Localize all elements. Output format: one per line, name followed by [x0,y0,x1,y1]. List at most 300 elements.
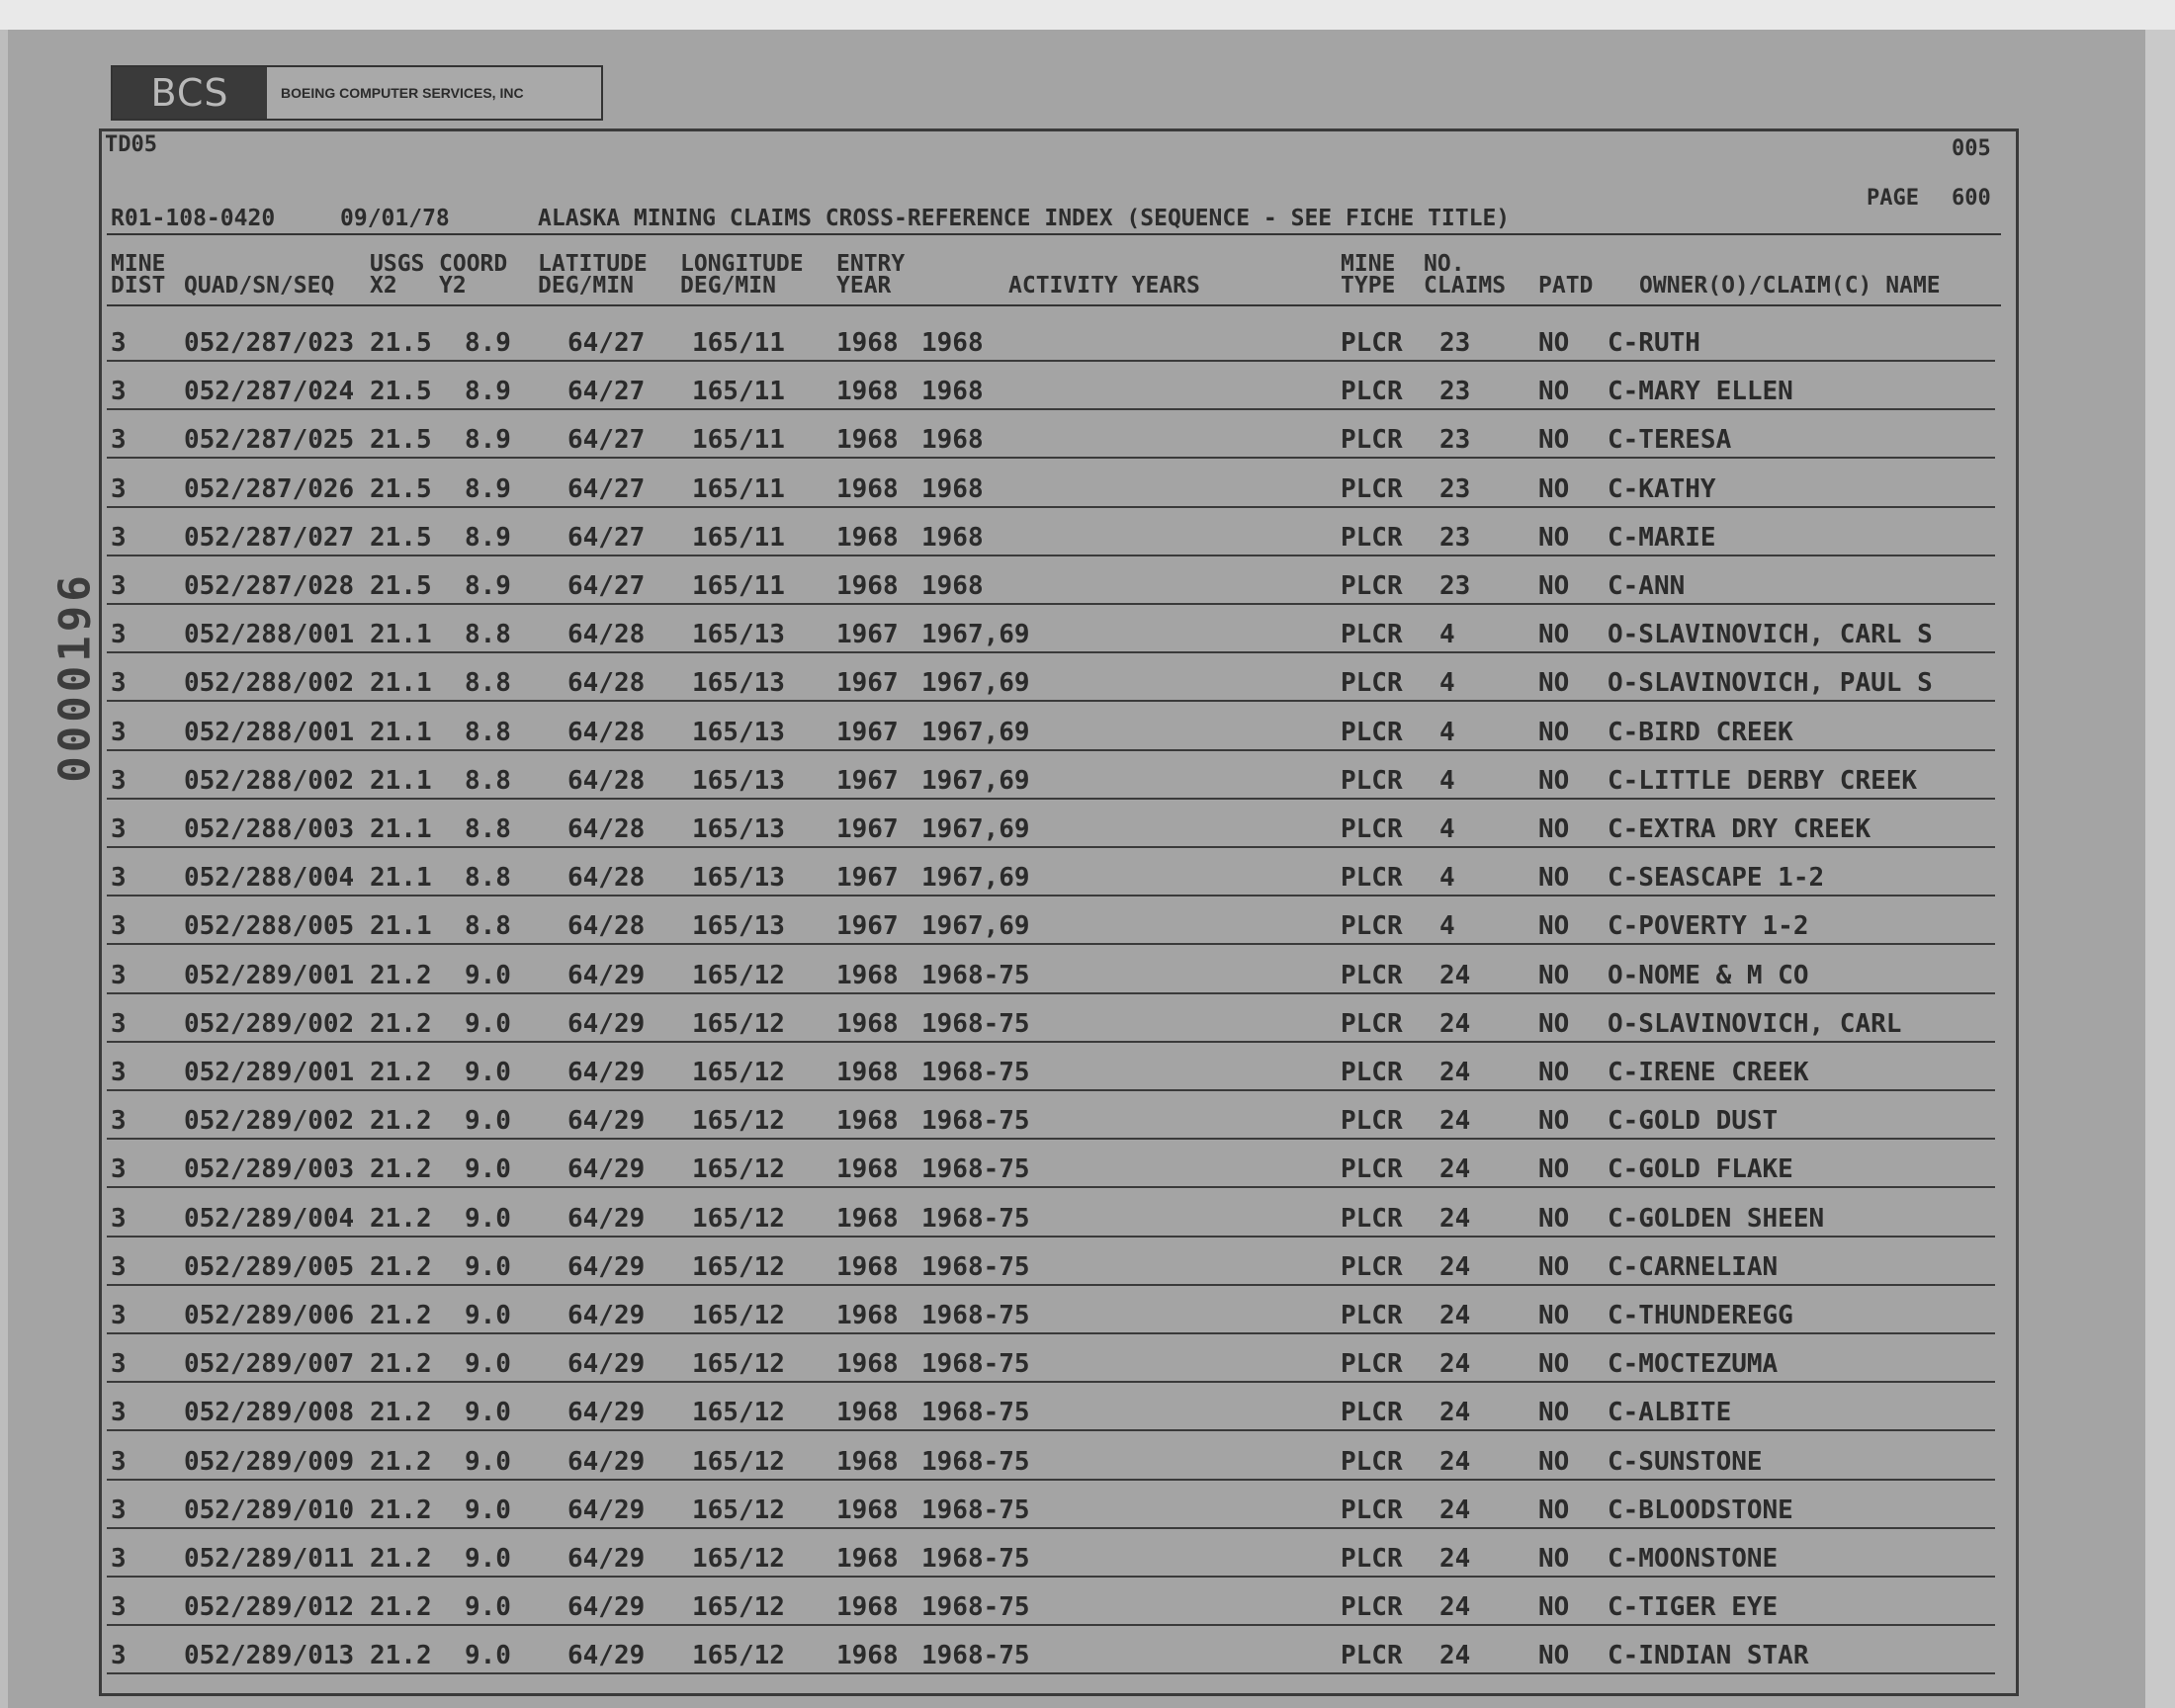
cell-x2: 21.2 [370,1301,432,1330]
cell-name: C-CARNELIAN [1608,1251,1779,1282]
cell-quad: 052/289/005 [184,1251,355,1282]
cell-quad: 052/287/027 [184,522,355,553]
row-rule [107,1672,1995,1674]
cell-patd: NO [1538,1251,1570,1282]
cell-type: PLCR [1341,620,1403,650]
cell-y2: 9.0 [465,1301,511,1330]
cell-type: PLCR [1341,1349,1403,1380]
cell-entry: 1968 [836,960,899,990]
cell-patd: NO [1538,1592,1570,1623]
cell-x2: 21.5 [370,377,432,407]
cell-lon: 165/12 [692,1349,785,1380]
cell-claims: 24 [1439,1301,1471,1330]
cell-lon: 165/13 [692,668,785,699]
row-rule [107,555,1995,556]
row-rule [107,457,1995,459]
cell-y2: 8.9 [465,425,511,456]
cell-entry: 1967 [836,668,899,699]
table-row [0,1291,2175,1338]
cell-activity: 1968-75 [921,1592,1030,1623]
table-row [0,1582,2175,1630]
cell-x2: 21.1 [370,814,432,844]
cell-quad: 052/289/006 [184,1301,355,1330]
cell-lon: 165/12 [692,1592,785,1623]
cell-entry: 1967 [836,911,899,942]
cell-patd: NO [1538,1203,1570,1234]
header-patd-line-1 [1538,253,1593,275]
row-rule [107,1576,1995,1578]
cell-lat: 64/27 [567,473,646,504]
header-quad [184,253,334,297]
cell-lon: 165/13 [692,863,785,894]
cell-patd: NO [1538,863,1570,894]
cell-name: C-IRENE CREEK [1608,1058,1809,1087]
table-row [0,465,2175,512]
cell-lat: 64/27 [567,377,646,407]
cell-quad: 052/289/007 [184,1349,355,1380]
cell-dist: 3 [111,328,127,358]
cell-lon: 165/11 [692,328,785,358]
cell-lon: 165/12 [692,1251,785,1282]
cell-activity: 1968-75 [921,1494,1030,1525]
cell-lon: 165/11 [692,425,785,456]
table-row [0,1388,2175,1435]
cell-patd: NO [1538,765,1570,796]
cell-x2: 21.5 [370,473,432,504]
cell-type: PLCR [1341,571,1403,601]
cell-claims: 24 [1439,1106,1471,1137]
cell-dist: 3 [111,522,127,553]
cell-activity: 1968-75 [921,1008,1030,1039]
header-usgs-line-2: X2 [370,273,397,299]
cell-quad: 052/288/003 [184,814,355,844]
cell-claims: 4 [1439,717,1455,747]
cell-x2: 21.2 [370,1446,432,1477]
cell-y2: 8.9 [465,571,511,601]
cell-type: PLCR [1341,863,1403,894]
cell-name: C-THUNDEREGG [1608,1301,1793,1330]
cell-claims: 4 [1439,814,1455,844]
cell-patd: NO [1538,1301,1570,1330]
cell-lat: 64/29 [567,1398,646,1428]
cell-type: PLCR [1341,960,1403,990]
cell-y2: 8.9 [465,377,511,407]
cell-name: C-KATHY [1608,473,1716,504]
cell-type: PLCR [1341,1494,1403,1525]
cell-y2: 8.8 [465,863,511,894]
cell-x2: 21.5 [370,522,432,553]
cell-type: PLCR [1341,1008,1403,1039]
cell-claims: 23 [1439,377,1471,407]
cell-lat: 64/29 [567,1349,646,1380]
header-lat-line-2: DEG/MIN [538,273,634,299]
row-rule [107,895,1995,897]
cell-activity: 1967,69 [921,668,1030,699]
cell-entry: 1968 [836,1203,899,1234]
cell-quad: 052/289/002 [184,1008,355,1039]
cell-patd: NO [1538,1349,1570,1380]
cell-activity: 1968-75 [921,1446,1030,1477]
row-rule [107,943,1995,945]
cell-claims: 24 [1439,1203,1471,1234]
header-coord-line-2: Y2 [439,273,467,299]
cell-x2: 21.5 [370,328,432,358]
cell-lon: 165/13 [692,911,785,942]
cell-dist: 3 [111,620,127,650]
cell-claims: 4 [1439,620,1455,650]
cell-quad: 052/289/004 [184,1203,355,1234]
cell-patd: NO [1538,1106,1570,1137]
cell-quad: 052/287/028 [184,571,355,601]
cell-quad: 052/288/001 [184,717,355,747]
cell-patd: NO [1538,717,1570,747]
cell-x2: 21.2 [370,1398,432,1428]
cell-patd: NO [1538,328,1570,358]
cell-lat: 64/27 [567,328,646,358]
report-title: ALASKA MINING CLAIMS CROSS-REFERENCE INDEX (SEQUENCE - SEE FICHE TITLE) [538,206,1511,231]
cell-lon: 165/11 [692,377,785,407]
cell-name: C-BIRD CREEK [1608,717,1793,747]
cell-type: PLCR [1341,473,1403,504]
row-rule [107,1381,1995,1383]
cell-dist: 3 [111,814,127,844]
cell-patd: NO [1538,1398,1570,1428]
cell-claims: 24 [1439,1349,1471,1380]
table-row [0,513,2175,560]
corner-label-right: 005 [1952,136,1991,161]
cell-type: PLCR [1341,1154,1403,1185]
side-frame-number-text: 0000196 [49,571,101,783]
cell-lat: 64/29 [567,1494,646,1525]
row-rule [107,1236,1995,1238]
header-claims-line-2: CLAIMS [1424,273,1507,299]
table-row [0,901,2175,949]
cell-quad: 052/288/002 [184,765,355,796]
cell-x2: 21.2 [370,1203,432,1234]
cell-name: C-RUTH [1608,328,1700,358]
company-logo [111,65,603,121]
cell-activity: 1968-75 [921,1154,1030,1185]
cell-entry: 1968 [836,1058,899,1087]
cell-entry: 1967 [836,620,899,650]
cell-activity: 1968 [921,571,984,601]
cell-patd: NO [1538,1008,1570,1039]
cell-name: C-MOONSTONE [1608,1544,1779,1574]
cell-dist: 3 [111,1154,127,1185]
cell-y2: 8.8 [465,765,511,796]
cell-type: PLCR [1341,377,1403,407]
cell-x2: 21.5 [370,425,432,456]
table-row [0,1437,2175,1485]
row-rule [107,798,1995,800]
cell-patd: NO [1538,425,1570,456]
cell-name: C-GOLD FLAKE [1608,1154,1793,1185]
cell-lat: 64/29 [567,1251,646,1282]
cell-claims: 24 [1439,960,1471,990]
cell-quad: 052/289/002 [184,1106,355,1137]
cell-lon: 165/13 [692,717,785,747]
cell-quad: 052/288/002 [184,668,355,699]
row-rule [107,1089,1995,1091]
cell-claims: 24 [1439,1008,1471,1039]
header-entry-line-1: ENTRY [836,251,906,277]
cell-activity: 1968-75 [921,1641,1030,1671]
cell-claims: 24 [1439,1544,1471,1574]
cell-entry: 1967 [836,717,899,747]
header-type-line-2: TYPE [1341,273,1396,299]
cell-type: PLCR [1341,522,1403,553]
cell-claims: 24 [1439,1592,1471,1623]
cell-type: PLCR [1341,1398,1403,1428]
cell-name: C-GOLDEN SHEEN [1608,1203,1825,1234]
cell-y2: 9.0 [465,1544,511,1574]
cell-lon: 165/12 [692,1154,785,1185]
cell-x2: 21.2 [370,960,432,990]
cell-activity: 1968-75 [921,1301,1030,1330]
header-lon [680,253,804,297]
header-lon-line-1: LONGITUDE [680,251,804,277]
table-row [0,1048,2175,1095]
cell-lon: 165/12 [692,1446,785,1477]
cell-y2: 8.9 [465,328,511,358]
cell-x2: 21.1 [370,863,432,894]
cell-entry: 1968 [836,1349,899,1380]
cell-patd: NO [1538,1641,1570,1671]
cell-quad: 052/289/010 [184,1494,355,1525]
cell-quad: 052/289/001 [184,1058,355,1087]
cell-lon: 165/11 [692,522,785,553]
header-activity [1008,253,1200,297]
cell-lat: 64/28 [567,814,646,844]
cell-quad: 052/289/009 [184,1446,355,1477]
cell-x2: 21.2 [370,1349,432,1380]
row-rule [107,651,1995,653]
cell-lat: 64/28 [567,620,646,650]
header-rule [107,304,2001,306]
cell-quad: 052/287/024 [184,377,355,407]
cell-y2: 9.0 [465,1446,511,1477]
corner-label-left: TD05 [105,132,157,157]
cell-lon: 165/13 [692,765,785,796]
cell-patd: NO [1538,377,1570,407]
cell-y2: 8.8 [465,620,511,650]
row-rule [107,1138,1995,1140]
cell-claims: 23 [1439,571,1471,601]
cell-patd: NO [1538,1494,1570,1525]
cell-lat: 64/29 [567,1106,646,1137]
cell-name: C-INDIAN STAR [1608,1641,1809,1671]
cell-entry: 1968 [836,571,899,601]
header-claims-line-1: NO. [1424,251,1465,277]
cell-dist: 3 [111,1494,127,1525]
cell-y2: 9.0 [465,1592,511,1623]
table-row [0,1486,2175,1533]
table-row [0,1242,2175,1290]
cell-dist: 3 [111,1446,127,1477]
header-claims [1424,253,1506,297]
cell-claims: 23 [1439,328,1471,358]
cell-dist: 3 [111,1349,127,1380]
table-row [0,1194,2175,1241]
row-rule [107,1332,1995,1334]
table-row [0,1096,2175,1144]
cell-quad: 052/287/026 [184,473,355,504]
cell-entry: 1968 [836,522,899,553]
cell-activity: 1968-75 [921,960,1030,990]
cell-x2: 21.2 [370,1008,432,1039]
cell-type: PLCR [1341,668,1403,699]
cell-x2: 21.1 [370,717,432,747]
cell-quad: 052/288/005 [184,911,355,942]
cell-y2: 9.0 [465,1106,511,1137]
row-rule [107,408,1995,410]
cell-type: PLCR [1341,1446,1403,1477]
header-name-line-1 [1639,253,1941,275]
cell-activity: 1967,69 [921,911,1030,942]
cell-lat: 64/29 [567,1058,646,1087]
table-row [0,1534,2175,1581]
cell-activity: 1968 [921,425,984,456]
cell-dist: 3 [111,1301,127,1330]
cell-x2: 21.2 [370,1641,432,1671]
cell-entry: 1968 [836,1398,899,1428]
table-row [0,1631,2175,1678]
cell-entry: 1968 [836,1154,899,1185]
cell-claims: 4 [1439,765,1455,796]
row-rule [107,1624,1995,1626]
cell-patd: NO [1538,1154,1570,1185]
cell-activity: 1968 [921,522,984,553]
header-usgs-line-1: USGS [370,251,425,277]
cell-lon: 165/12 [692,1058,785,1087]
cell-type: PLCR [1341,911,1403,942]
cell-dist: 3 [111,765,127,796]
cell-activity: 1967,69 [921,814,1030,844]
cell-x2: 21.2 [370,1494,432,1525]
cell-entry: 1968 [836,1544,899,1574]
row-rule [107,1041,1995,1043]
table-row [0,610,2175,657]
cell-type: PLCR [1341,1544,1403,1574]
cell-activity: 1968 [921,473,984,504]
cell-dist: 3 [111,377,127,407]
row-rule [107,1479,1995,1481]
cell-dist: 3 [111,1058,127,1087]
row-rule [107,360,1995,362]
cell-patd: NO [1538,473,1570,504]
header-activity-line-1 [1008,253,1200,275]
cell-y2: 8.8 [465,911,511,942]
cell-entry: 1968 [836,1494,899,1525]
header-patd-line-2: PATD [1538,273,1594,299]
row-rule [107,506,1995,508]
cell-type: PLCR [1341,1251,1403,1282]
cell-entry: 1968 [836,1592,899,1623]
cell-type: PLCR [1341,1301,1403,1330]
header-type [1341,253,1395,297]
cell-activity: 1967,69 [921,863,1030,894]
cell-lat: 64/27 [567,425,646,456]
cell-entry: 1968 [836,473,899,504]
cell-entry: 1968 [836,377,899,407]
cell-activity: 1968-75 [921,1251,1030,1282]
cell-type: PLCR [1341,1203,1403,1234]
cell-y2: 9.0 [465,1203,511,1234]
title-rule [107,233,2001,235]
cell-claims: 4 [1439,911,1455,942]
cell-activity: 1968-75 [921,1349,1030,1380]
cell-lat: 64/28 [567,668,646,699]
cell-activity: 1968-75 [921,1106,1030,1137]
cell-y2: 9.0 [465,1154,511,1185]
table-row [0,1145,2175,1192]
cell-x2: 21.2 [370,1544,432,1574]
cell-dist: 3 [111,1641,127,1671]
cell-quad: 052/289/011 [184,1544,355,1574]
header-type-line-1: MINE [1341,251,1396,277]
cell-lat: 64/29 [567,1301,646,1330]
cell-claims: 24 [1439,1641,1471,1671]
cell-activity: 1967,69 [921,620,1030,650]
header-entry-line-2: YEAR [836,273,892,299]
cell-name: O-SLAVINOVICH, PAUL S [1608,668,1933,699]
cell-entry: 1968 [836,328,899,358]
cell-patd: NO [1538,814,1570,844]
cell-lat: 64/29 [567,1544,646,1574]
cell-entry: 1968 [836,1008,899,1039]
cell-x2: 21.5 [370,571,432,601]
cell-lat: 64/27 [567,571,646,601]
cell-dist: 3 [111,571,127,601]
cell-dist: 3 [111,863,127,894]
cell-type: PLCR [1341,1641,1403,1671]
row-rule [107,1186,1995,1188]
cell-lat: 64/29 [567,1203,646,1234]
cell-entry: 1968 [836,1446,899,1477]
cell-claims: 24 [1439,1494,1471,1525]
cell-quad: 052/289/001 [184,960,355,990]
cell-y2: 9.0 [465,1398,511,1428]
cell-lon: 165/12 [692,1398,785,1428]
cell-dist: 3 [111,1106,127,1137]
cell-lat: 64/29 [567,1592,646,1623]
cell-name: C-ANN [1608,571,1686,601]
cell-type: PLCR [1341,1106,1403,1137]
cell-y2: 8.9 [465,522,511,553]
cell-claims: 24 [1439,1154,1471,1185]
cell-y2: 9.0 [465,1008,511,1039]
cell-dist: 3 [111,1008,127,1039]
cell-lat: 64/29 [567,1641,646,1671]
cell-name: C-MARIE [1608,522,1716,553]
cell-lat: 64/29 [567,1008,646,1039]
cell-quad: 052/288/001 [184,620,355,650]
cell-activity: 1968 [921,377,984,407]
cell-patd: NO [1538,522,1570,553]
report-id: R01-108-0420 [111,206,276,231]
header-entry [836,253,905,297]
cell-x2: 21.1 [370,668,432,699]
cell-quad: 052/289/003 [184,1154,355,1185]
cell-name: C-TIGER EYE [1608,1592,1779,1623]
table-row [0,367,2175,414]
table-row [0,318,2175,366]
cell-x2: 21.2 [370,1106,432,1137]
cell-activity: 1967,69 [921,765,1030,796]
cell-patd: NO [1538,960,1570,990]
cell-lon: 165/12 [692,1301,785,1330]
cell-entry: 1967 [836,814,899,844]
